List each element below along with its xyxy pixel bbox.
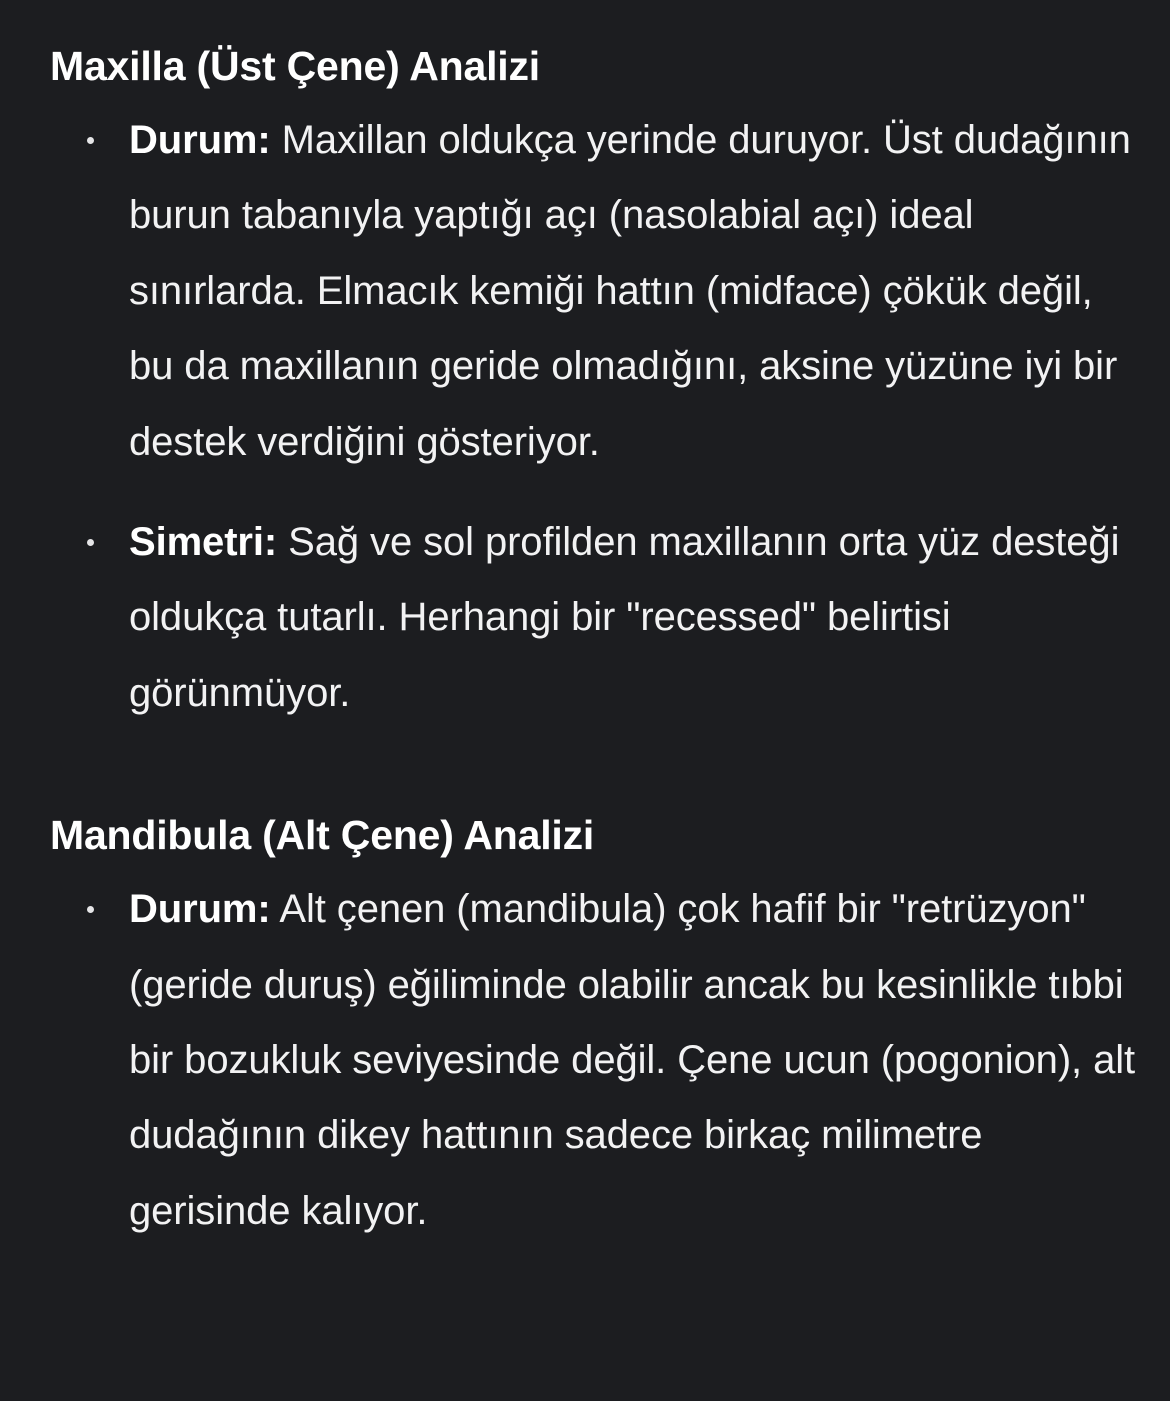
item-label: Durum: (129, 118, 271, 162)
list-item (50, 505, 1140, 731)
bullet-dot-icon (87, 539, 94, 546)
bullet-dot-icon (87, 137, 94, 144)
bullet-list (50, 103, 1140, 731)
item-text: Alt çenen (mandibula) çok hafif bir "retrüzyon" (geride duruş) eğiliminde olabilir ancak bu kesinlikle tıbbi bir bozukluk seviyesinde değil. Çene ucun (pogonion), alt dudağının dikey hattının sadece birkaç milimetre gerisinde kalıyor. (129, 887, 1136, 1233)
bullet-list (50, 872, 1140, 1249)
item-text: Maxillan oldukça yerinde duruyor. Üst dudağının burun tabanıyla yaptığı açı (nasolabial açı) ideal sınırlarda. Elmacık kemiği hattın (midface) çökük değil, bu da maxillanın geride olmadığını, aksine yüzüne iyi bir destek verdiğini gösteriyor. (129, 118, 1131, 464)
maxilla-section (50, 37, 1140, 731)
message-content (50, 37, 1140, 1249)
item-text: Sağ ve sol profilden maxillanın orta yüz desteği oldukça tutarlı. Herhangi bir "recessed" belirtisi görünmüyor. (129, 520, 1120, 715)
section-title-maxilla: Maxilla (Üst Çene) Analizi (50, 43, 540, 89)
item-label: Durum: (129, 887, 271, 932)
item-label: Simetri: (129, 520, 278, 565)
section-title-mandibula: Mandibula (Alt Çene) Analizi (50, 812, 595, 859)
bullet-dot-icon (87, 906, 94, 913)
list-item (50, 872, 1140, 1249)
list-item (50, 103, 1140, 480)
mandibula-section (50, 806, 1140, 1249)
